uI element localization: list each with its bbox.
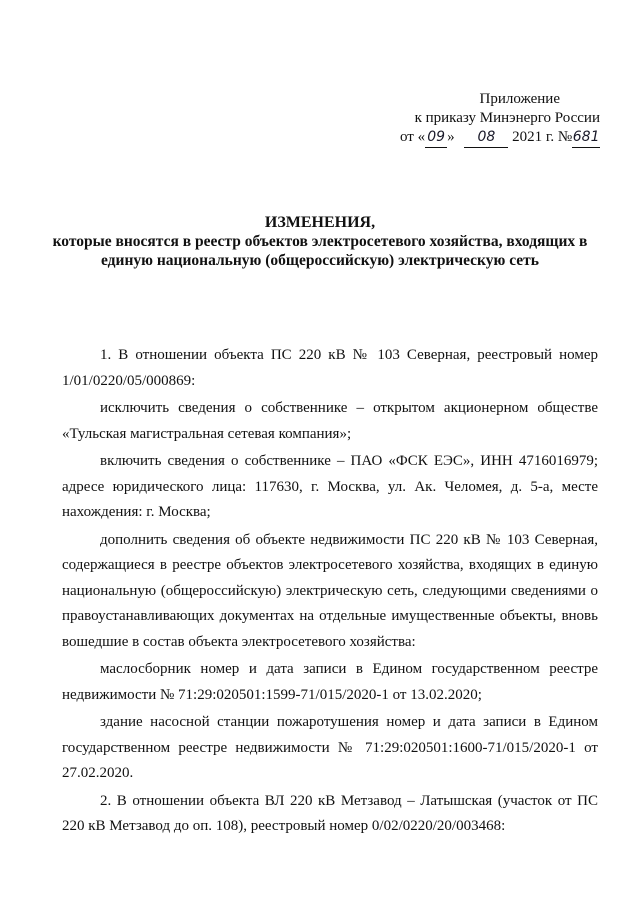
year-number-label: 2021 г. № <box>512 129 573 145</box>
paragraph-6: здание насосной станции пожаротушения номер и дата записи в Едином государственном реестре недвижимости № 71:29:020501:1600-71/015/2020-1 от 27.02.2020. <box>62 714 598 781</box>
appendix-label: Приложение <box>479 91 560 107</box>
paragraph-4: дополнить сведения об объекте недвижимости ПС 220 кВ № 103 Северная, содержащиеся в реестре объектов электросетевого хозяйства, входящих в единую национальную (общероссийскую) электрическую сеть, следующими сведениями о правоустанавливающих документах на отдельные имущественные объекты, вновь вошедшие в состав объекта электросетевого хозяйства: <box>62 531 598 650</box>
appendix-block <box>400 90 600 148</box>
heading-subtitle-line2: единую национальную (общероссийскую) электрическую сеть <box>101 252 539 269</box>
document-heading <box>0 213 640 270</box>
paragraph-1: 1. В отношении объекта ПС 220 кВ № 103 Северная, реестровый номер 1/01/0220/05/000869: <box>62 347 598 389</box>
paragraph-2: исключить сведения о собственнике – открытом акционерном обществе «Тульская магистральная сетевая компания»; <box>62 400 598 442</box>
month-handwritten: 08 <box>464 128 508 148</box>
from-label: от « <box>400 129 426 145</box>
paragraph-7: 2. В отношении объекта ВЛ 220 кВ Метзавод – Латышская (участок от ПС 220 кВ Метзавод до оп. 108), реестровый номер 0/02/0220/20/003468: <box>62 792 598 834</box>
heading-title: ИЗМЕНЕНИЯ, <box>264 214 376 231</box>
order-date-number <box>400 128 600 148</box>
paragraph-3: включить сведения о собственнике – ПАО «ФСК ЕЭС», ИНН 4716016979; адресе юридического лица: 117630, г. Москва, ул. Ак. Челомея, д. 5-а, месте нахождения: г. Москва; <box>62 453 598 520</box>
order-reference: к приказу Минэнерго России <box>414 110 600 126</box>
order-number-handwritten: 681 <box>572 128 600 148</box>
heading-subtitle-line1: которые вносятся в реестр объектов электросетевого хозяйства, входящих в <box>52 233 588 250</box>
close-quote: » <box>447 129 455 145</box>
paragraph-5: маслосборник номер и дата записи в Едином государственном реестре недвижимости № 71:29:020501:1599-71/015/2020-1 от 13.02.2020; <box>62 661 598 703</box>
document-body <box>62 343 598 840</box>
day-handwritten: 09 <box>425 128 447 148</box>
